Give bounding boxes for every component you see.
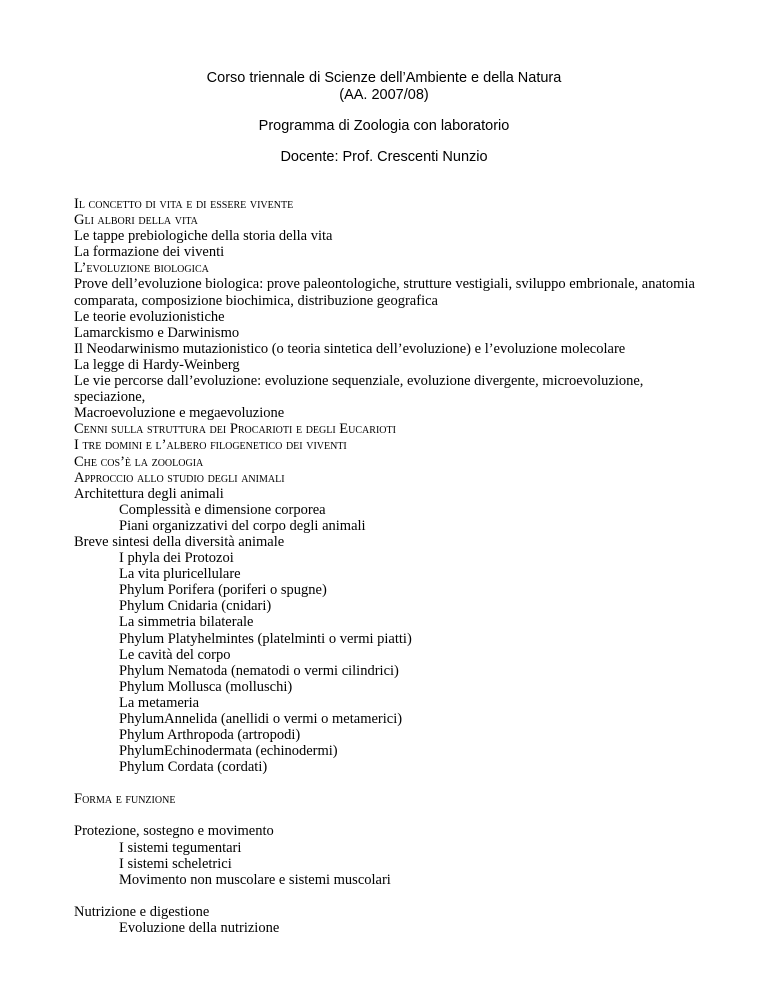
topic-line: Lamarckismo e Darwinismo bbox=[74, 324, 240, 341]
subtopic-line: Le cavità del corpo bbox=[119, 646, 231, 663]
topic-line: La formazione dei viventi bbox=[74, 244, 225, 261]
section-heading: L’evoluzione biologica bbox=[74, 260, 209, 277]
section-heading: Gli albori della vita bbox=[74, 212, 198, 229]
subtopic-line: I phyla dei Protozoi bbox=[119, 550, 234, 567]
subtopic-line: La vita pluricellulare bbox=[119, 566, 241, 583]
subtopic-line: Movimento non muscolare e sistemi muscolari bbox=[119, 871, 391, 888]
subtopic-line: Piani organizzativi del corpo degli animali bbox=[119, 517, 366, 534]
section-heading: Che cos’è la zoologia bbox=[74, 453, 204, 470]
subtopic-line: Phylum Porifera (poriferi o spugne) bbox=[119, 582, 327, 599]
topic-line: La legge di Hardy-Weinberg bbox=[74, 356, 240, 373]
section-heading: Cenni sulla struttura dei Procarioti e degli Eucarioti bbox=[74, 421, 396, 438]
subtopic-line: Phylum Arthropoda (artropodi) bbox=[119, 727, 301, 744]
topic-line: Le tappe prebiologiche della storia della vita bbox=[74, 228, 333, 245]
subtopic-line: Phylum Cnidaria (cnidari) bbox=[119, 598, 272, 615]
topic-line: Macroevoluzione e megaevoluzione bbox=[74, 405, 285, 422]
academic-year: (AA. 2007/08) bbox=[339, 87, 429, 103]
topic-line: Le teorie evoluzionistiche bbox=[74, 308, 225, 325]
section-heading: Forma e funzione bbox=[74, 791, 176, 808]
syllabus-content bbox=[74, 196, 714, 936]
subtopic-line: Evoluzione della nutrizione bbox=[119, 919, 280, 936]
subtopic-line: PhylumEchinodermata (echinodermi) bbox=[119, 743, 338, 760]
course-title: Corso triennale di Scienze dell’Ambiente e della Natura bbox=[206, 70, 562, 86]
subtopic-line: Phylum Nematoda (nematodi o vermi cilindrici) bbox=[119, 662, 399, 679]
instructor: Docente: Prof. Crescenti Nunzio bbox=[280, 149, 488, 165]
subtopic-line: I sistemi tegumentari bbox=[119, 839, 242, 856]
subtopic-line: Phylum Cordata (cordati) bbox=[119, 759, 268, 776]
subtopic-line: I sistemi scheletrici bbox=[119, 855, 232, 872]
topic-line: Breve sintesi della diversità animale bbox=[74, 533, 285, 550]
subtopic-line: La simmetria bilaterale bbox=[119, 614, 254, 631]
spacer bbox=[74, 807, 714, 823]
section-heading: I tre domini e l’albero filogenetico dei viventi bbox=[74, 437, 347, 454]
subtopic-line: Phylum Platyhelmintes (platelminti o vermi piatti) bbox=[119, 630, 412, 647]
topic-line: Architettura degli animali bbox=[74, 485, 224, 502]
program-title: Programma di Zoologia con laboratorio bbox=[258, 118, 510, 134]
topic-line: Le vie percorse dall’evoluzione: evoluzione sequenziale, evoluzione divergente, microevoluzione, speciazione, bbox=[74, 373, 644, 406]
subtopic-line: Phylum Mollusca (molluschi) bbox=[119, 678, 293, 695]
subtopic-line: Complessità e dimensione corporea bbox=[119, 501, 326, 518]
topic-line: Nutrizione e digestione bbox=[74, 903, 210, 920]
topic-line: Il Neodarwinismo mutazionistico (o teoria sintetica dell’evoluzione) e l’evoluzione molecolare bbox=[74, 340, 626, 357]
spacer bbox=[74, 775, 714, 791]
section-heading: Il concetto di vita e di essere vivente bbox=[74, 196, 294, 212]
section-heading: Approccio allo studio degli animali bbox=[74, 469, 285, 486]
subtopic-line: PhylumAnnelida (anellidi o vermi o metamerici) bbox=[119, 711, 403, 727]
topic-line: Prove dell’evoluzione biologica: prove paleontologiche, strutture vestigiali, sviluppo embrionale, anatomia comparata, composizione biochimica, distribuzione geografica bbox=[74, 276, 695, 309]
subtopic-line: La metameria bbox=[119, 694, 200, 711]
spacer bbox=[74, 888, 714, 904]
topic-line: Protezione, sostegno e movimento bbox=[74, 823, 274, 840]
